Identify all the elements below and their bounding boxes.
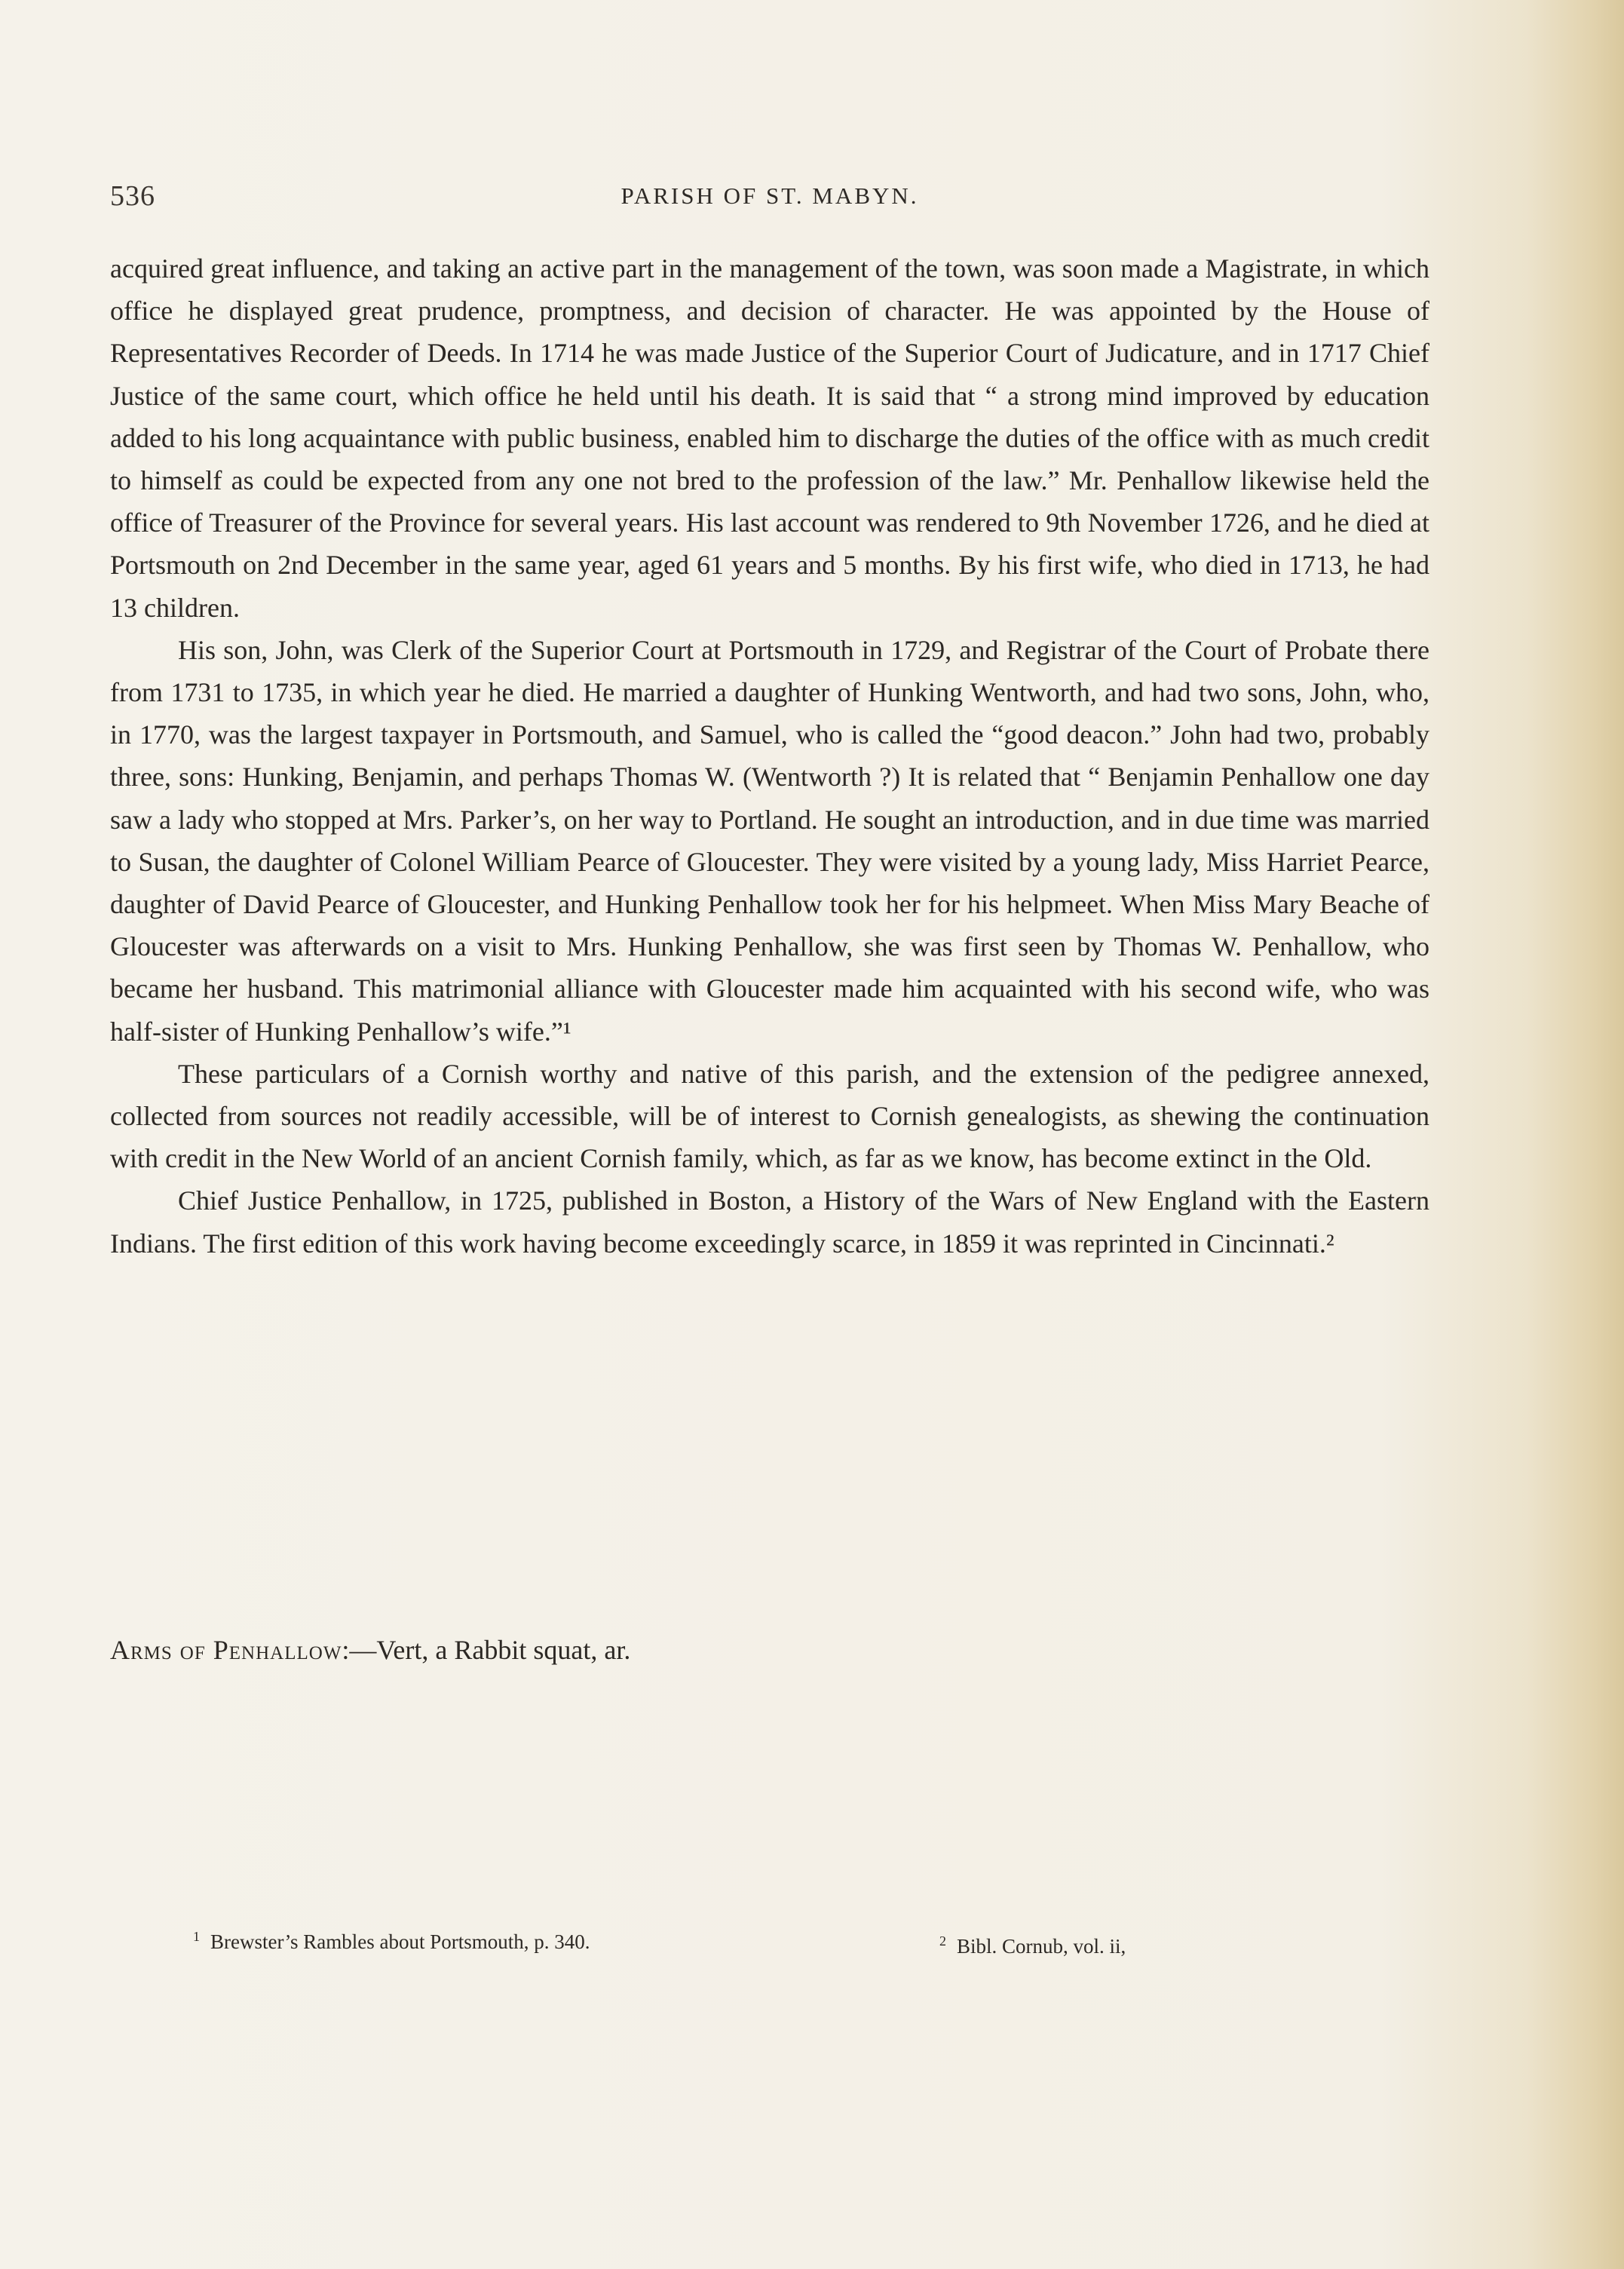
page-header <box>110 179 1429 217</box>
footnote-text: Bibl. Cornub, vol. ii, <box>957 1935 1126 1958</box>
page-number: 536 <box>110 180 155 212</box>
paragraph-continuation: acquired great influence, and taking an active part in the management of the town, was soon made a Magistrate, in which office he displayed great prudence, promptness, and decision of character. He was appointed by the House of Representatives Recorder of Deeds. In 1714 he was made Justice of the Superior Court of Judicature, and in 1717 Chief Justice of the same court, which office he held until his death. It is said that “ a strong mind improved by education added to his long acquaintance with public business, enabled him to discharge the duties of the office with as much credit to himself as could be expected from any one not bred to the profession of the law.” Mr. Penhallow likewise held the office of Treasurer of the Province for several years. His last account was rendered to 9th November 1726, and he died at Portsmouth on 2nd December in the same year, aged 61 years and 5 months. By his first wife, who died in 1713, he had 13 children. <box>110 253 1429 623</box>
paragraph-cornish-worthy: These particulars of a Cornish worthy and native of this parish, and the extension of the pedigree annexed, collected from sources not readily accessible, will be of interest to Cornish genealogists, as shewing the continuation with credit in the New World of an ancient Cornish family, which, as far as we know, has become extinct in the Old. <box>110 1058 1429 1174</box>
footnote-2 <box>939 1933 1126 1958</box>
paragraph-john-penhallow: His son, John, was Clerk of the Superior Court at Portsmouth in 1729, and Registrar of the Court of Probate there from 1731 to 1735, in which year he died. He married a daughter of Hunking Wentworth, and had two sons, John, who, in 1770, was the largest taxpayer in Portsmouth, and Samuel, who is called the “good deacon.” John had two, probably three, sons: Hunking, Benjamin, and perhaps Thomas W. (Wentworth ?) It is related that “ Benjamin Penhallow one day saw a lady who stopped at Mrs. Parker’s, on her way to Portland. He sought an introduction, and in due time was married to Susan, the daughter of Colonel William Pearce of Gloucester. They were visited by a young lady, Miss Harriet Pearce, daughter of David Pearce of Gloucester, and Hunking Penhallow took her for his helpmeet. When Miss Mary Beache of Gloucester was afterwards on a visit to Mrs. Hunking Penhallow, she was first seen by Thomas W. Penhallow, who became her husband. This matrimonial alliance with Gloucester made him acquainted with his second wife, who was half-sister of Hunking Penhallow’s wife.”¹ <box>110 634 1429 1047</box>
body-text <box>110 247 1429 1265</box>
arms-blazon: :—Vert, a Rabbit squat, ar. <box>342 1635 631 1665</box>
footnote-marker: 1 <box>193 1929 200 1944</box>
footnote-1 <box>193 1929 590 1954</box>
arms-label: Arms of Penhallow <box>110 1635 342 1665</box>
running-title: PARISH OF ST. MABYN. <box>620 182 919 209</box>
footnotes <box>110 1929 1429 1967</box>
footnote-marker: 2 <box>939 1933 946 1949</box>
arms-of-penhallow <box>110 1629 1429 1671</box>
footnote-text: Brewster’s Rambles about Portsmouth, p. 340. <box>210 1930 590 1953</box>
paragraph-history-of-wars: Chief Justice Penhallow, in 1725, published in Boston, a History of the Wars of New England with the Eastern Indians. The first edition of this work having become exceedingly scarce, in 1859 it was reprinted in Cincinnati.² <box>110 1185 1429 1259</box>
